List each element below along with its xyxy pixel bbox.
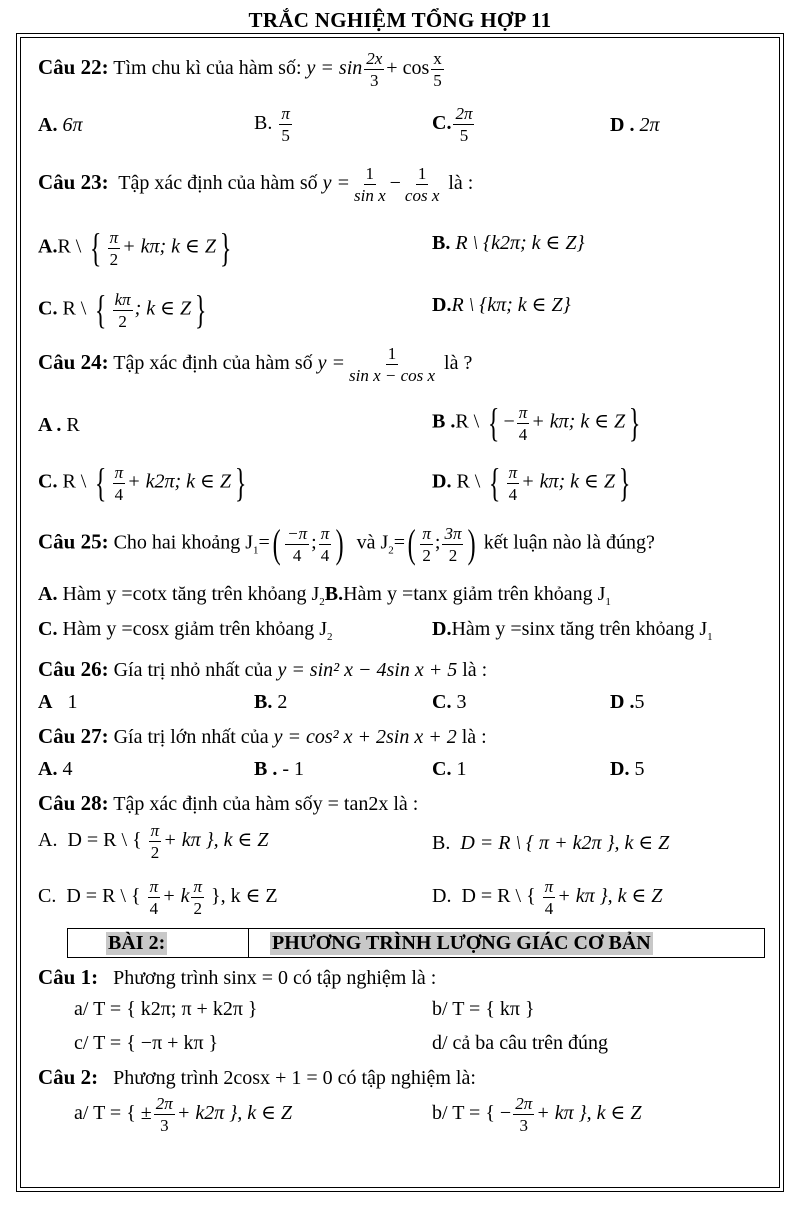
page-title: TRẮC NGHIỆM TỔNG HỢP 11 (248, 8, 552, 32)
formula-prefix: y = sin (306, 57, 363, 80)
question-25: Câu 25: Cho hai khoảng $J_1=$( $\frac{-\pi}{4}$ ; $\frac{\pi}{4}$ ) và $J_2=$( $\frac{\pi}{2}$ ; $\frac{3\pi}{2}$ ) kết luận nào là đúng? (38, 521, 655, 566)
lesson2-question-1: Câu 1: Phương trình sinx = 0 có tập nghiệm là : (38, 965, 437, 989)
question-22 (38, 50, 446, 89)
fraction: $\frac{2x}{3}$ (366, 49, 383, 90)
option-26-a[interactable]: A 1 (38, 691, 78, 713)
option-24-c[interactable]: C. R \ { $\frac{\pi}{4}$ + k2π; k ∈ Z} (38, 460, 247, 505)
option-l2q1-c[interactable]: c/ T = { −π + kπ } (74, 1032, 219, 1054)
option-22-b[interactable]: B. $\frac{\pi}{5}$ (254, 104, 290, 145)
option-l2q1-a[interactable]: a/ T = { k2π; π + k2π } (74, 998, 258, 1020)
option-23-b[interactable]: B. R \ {k2π; k ∈ Z} (432, 232, 585, 254)
option-27-b[interactable]: B . - 1 (254, 758, 305, 780)
option-24-b[interactable]: B .R \ { − $\frac{\pi}{4}$ + kπ; k ∈ Z} (432, 400, 641, 445)
question-27: Câu 27: Gía trị lớn nhất của y = cos² x + 2sin x + 2 là : (38, 724, 487, 748)
question-label: Câu 22: (38, 55, 109, 80)
option-22-c[interactable]: C. $\frac{2\pi}{5}$ (432, 104, 473, 145)
option-l2q2-b[interactable]: b/ T = { − $\frac{2\pi}{3}$ + kπ }, k ∈ Z (432, 1094, 642, 1135)
option-23-a[interactable]: A.R \ { $\frac{\pi}{2}$ + kπ; k ∈ Z} (38, 225, 232, 270)
option-26-d[interactable]: D .5 (610, 691, 645, 713)
option-22-a[interactable]: A. 6π (38, 114, 83, 136)
option-25-ab[interactable]: A. Hàm y =cotx tăng trên khỏang $J_2B.Hàm$ y =tanx giảm trên khỏang $J_1$ (38, 583, 611, 608)
lesson2-question-2: Câu 2: Phương trình 2cosx + 1 = 0 có tập nghiệm là: (38, 1065, 476, 1089)
question-23: Câu 23: Tập xác định của hàm số y = $\frac{1}{\text{sin x}}$ − $\frac{1}{\text{cos x}}$ là : (38, 164, 474, 205)
option-27-d[interactable]: D. 5 (610, 758, 645, 780)
option-28-d[interactable]: D. D = R \ { $\frac{\pi}{4}$ + kπ }, k ∈ Z (432, 877, 663, 918)
option-22-d[interactable]: D . 2π (610, 114, 660, 136)
option-25-d[interactable]: D.Hàm y =sinx tăng trên khỏang $J_1$ (432, 618, 713, 643)
option-28-b[interactable]: B. D = R \ { π + k2π }, k ∈ Z (432, 832, 670, 854)
lesson-number-cell (68, 929, 249, 957)
option-25-c[interactable]: C. Hàm y =cosx giảm trên khỏang $J_2$ (38, 618, 333, 643)
question-26: Câu 26: Gía trị nhỏ nhất của y = sin² x − 4sin x + 5 là : (38, 657, 488, 681)
lesson-title: PHƯƠNG TRÌNH LƯỢNG GIÁC CƠ BẢN (272, 932, 651, 954)
option-l2q2-a[interactable]: a/ T = { ± $\frac{2\pi}{3}$ + k2π }, k ∈ Z (74, 1094, 293, 1135)
option-27-c[interactable]: C. 1 (432, 758, 467, 780)
option-24-d[interactable]: D. R \ { $\frac{\pi}{4}$ + kπ; k ∈ Z} (432, 460, 631, 505)
question-24: Câu 24: Tập xác định của hàm số y = $\frac{1}{\text{sin x − cos x}}$ là ? (38, 344, 473, 385)
option-l2q1-d[interactable]: d/ cả ba câu trên đúng (432, 1032, 609, 1054)
option-l2q1-b[interactable]: b/ T = { kπ } (432, 998, 535, 1020)
question-text: Tìm chu kì của hàm số: (113, 57, 302, 80)
lesson-header (67, 928, 765, 958)
option-23-c[interactable]: C. R \ { $\frac{k\pi}{2}$ ; k ∈ Z} (38, 287, 207, 332)
option-28-a[interactable]: A. D = R \ { $\frac{\pi}{2}$ + kπ }, k ∈ Z (38, 821, 269, 862)
formula-mid: + cos (386, 57, 430, 80)
option-27-a[interactable]: A. 4 (38, 758, 73, 780)
option-28-c[interactable]: C. D = R \ { $\frac{\pi}{4}$ + k $\frac{\pi}{2}$ }, k ∈ Z (38, 877, 278, 918)
fraction: $\frac{x}{5}$ (433, 49, 442, 90)
question-28: Câu 28: Tập xác định của hàm sốy = tan2x là : (38, 791, 419, 815)
option-24-a[interactable]: A . R (38, 414, 80, 436)
option-23-d[interactable]: D.R \ {kπ; k ∈ Z} (432, 294, 571, 316)
lesson-number: BÀI 2: (108, 932, 166, 954)
option-26-c[interactable]: C. 3 (432, 691, 467, 713)
option-26-b[interactable]: B. 2 (254, 691, 288, 713)
